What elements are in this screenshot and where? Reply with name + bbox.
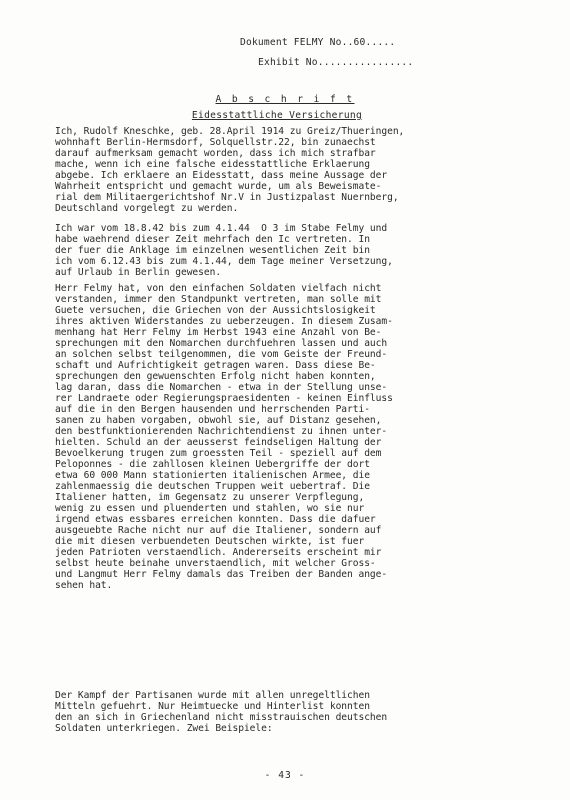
text-line: Wahrheit entspricht und gemacht wurde, um als Beweismate- <box>55 181 382 192</box>
text-line: Peloponnes - die zahllosen kleinen Uebergriffe der dort <box>55 459 370 470</box>
text-line: Herr Felmy hat, von den einfachen Soldaten vielfach nicht <box>55 283 382 294</box>
text-line: Mitteln gefuehrt. Nur Heimtuecke und Hinterlist konnten <box>55 701 370 712</box>
exhibit-number: Exhibit No................ <box>258 57 414 68</box>
text-line: verstanden, immer den Standpunkt vertreten, man solle mit <box>55 294 382 305</box>
document-title: A b s c h r i f t <box>215 94 355 105</box>
text-line: selbst heute beinahe unverstaendlich, mit welcher Gross- <box>55 558 376 569</box>
text-line: Der Kampf der Partisanen wurde mit allen unregeltlichen <box>55 690 370 701</box>
text-line: sprechungen den gewuenschten Erfolg nicht haben konnten, <box>55 371 376 382</box>
text-line: Ich war vom 18.8.42 bis zum 4.1.44 O 3 im Stabe Felmy und <box>55 223 388 234</box>
page-number: - 43 - <box>264 770 306 781</box>
paragraph-declaration <box>55 126 525 214</box>
text-line: abgebe. Ich erklaere an Eidesstatt, dass meine Aussage der <box>55 170 388 181</box>
text-line: schaft und Aufrichtigkeit getragen waren. Dass diese Be- <box>55 360 376 371</box>
text-line: an solchen selbst teilgenommen, die vom Geiste der Freund- <box>55 349 388 360</box>
text-line: wohnhaft Berlin-Hermsdorf, Solquellstr.22, bin zunaechst <box>55 137 376 148</box>
text-line: darauf aufmerksam gemacht worden, dass ich mich strafbar <box>55 148 376 159</box>
text-line: zahlenmaessig die deutschen Truppen weit uebertraf. Die <box>55 481 370 492</box>
text-line: jeden Patrioten verstaendlich. Andererseits erscheint mir <box>55 547 382 558</box>
text-line: und Langmut Herr Felmy damals das Treiben der Banden ange- <box>55 569 388 580</box>
text-line: rial dem Militaergerichtshof Nr.V in Justizpalast Nuernberg, <box>55 192 399 203</box>
paragraph-partisan-warfare <box>55 690 525 734</box>
paragraph-felmy-attitude <box>55 283 525 591</box>
text-line: die mit diesen verbuendeten Deutschen wirkte, ist fuer <box>55 536 365 547</box>
text-line: sehen hat. <box>55 580 113 591</box>
text-line: menhang hat Herr Felmy im Herbst 1943 eine Anzahl von Be- <box>55 327 382 338</box>
text-line: den an sich in Griechenland nicht misstrauischen deutschen <box>55 712 388 723</box>
text-line: sprechungen mit den Nomarchen durchfuehren lassen und auch <box>55 338 388 349</box>
text-line: auf Urlaub in Berlin gewesen. <box>55 267 222 278</box>
text-line: Bevoelkerung trugen zum groessten Teil - speziell auf dem <box>55 448 382 459</box>
paragraph-service-period <box>55 223 525 278</box>
text-line: rer Landraete oder Regierungspraesidenten - keinen Einfluss <box>55 393 393 404</box>
text-line: etwa 60 000 Mann stationierten italienischen Armee, die <box>55 470 370 481</box>
text-line: der fuer die Anklage im einzelnen wesentlichen Zeit bin <box>55 245 370 256</box>
text-line: ausgeuebte Rache nicht nur auf die Italiener, sondern auf <box>55 525 382 536</box>
text-line: lag daran, dass die Nomarchen - etwa in der Stellung unse- <box>55 382 388 393</box>
text-line: Deutschland vorgelegt zu werden. <box>55 203 239 214</box>
text-line: mache, wenn ich eine falsche eidesstattliche Erklaerung <box>55 159 370 170</box>
text-line: wenig zu essen und pluenderten und stahlen, wo sie nur <box>55 503 365 514</box>
text-line: Guete versuchen, die Griechen von der Aussichtslosigkeit <box>55 305 376 316</box>
text-line: irgend etwas essbares erreichen konnten. Dass die dafuer <box>55 514 376 525</box>
text-line: sanen zu haben vorgaben, obwohl sie, auf Distanz gesehen, <box>55 415 382 426</box>
text-line: Italiener hatten, im Gegensatz zu unserer Verpflegung, <box>55 492 365 503</box>
text-line: den bestfunktionierenden Nachrichtendienst zu ihnen unter- <box>55 426 388 437</box>
text-line: auf die in den Bergen hausenden und herrschenden Parti- <box>55 404 370 415</box>
document-subtitle: Eidesstattliche Versicherung <box>191 110 363 121</box>
text-line: ich vom 6.12.43 bis zum 4.1.44, dem Tage meiner Versetzung, <box>55 256 393 267</box>
document-number: Dokument FELMY No..60..... <box>240 37 396 48</box>
text-line: habe waehrend dieser Zeit mehrfach den Ic vertreten. In <box>55 234 370 245</box>
text-line: ihres aktiven Widerstandes zu ueberzeugen. In diesem Zusam- <box>55 316 393 327</box>
text-line: hielten. Schuld an der aeusserst feindseligen Haltung der <box>55 437 382 448</box>
text-line: Soldaten unterkriegen. Zwei Beispiele: <box>55 723 273 734</box>
text-line: Ich, Rudolf Kneschke, geb. 28.April 1914 zu Greiz/Thueringen, <box>55 126 405 137</box>
